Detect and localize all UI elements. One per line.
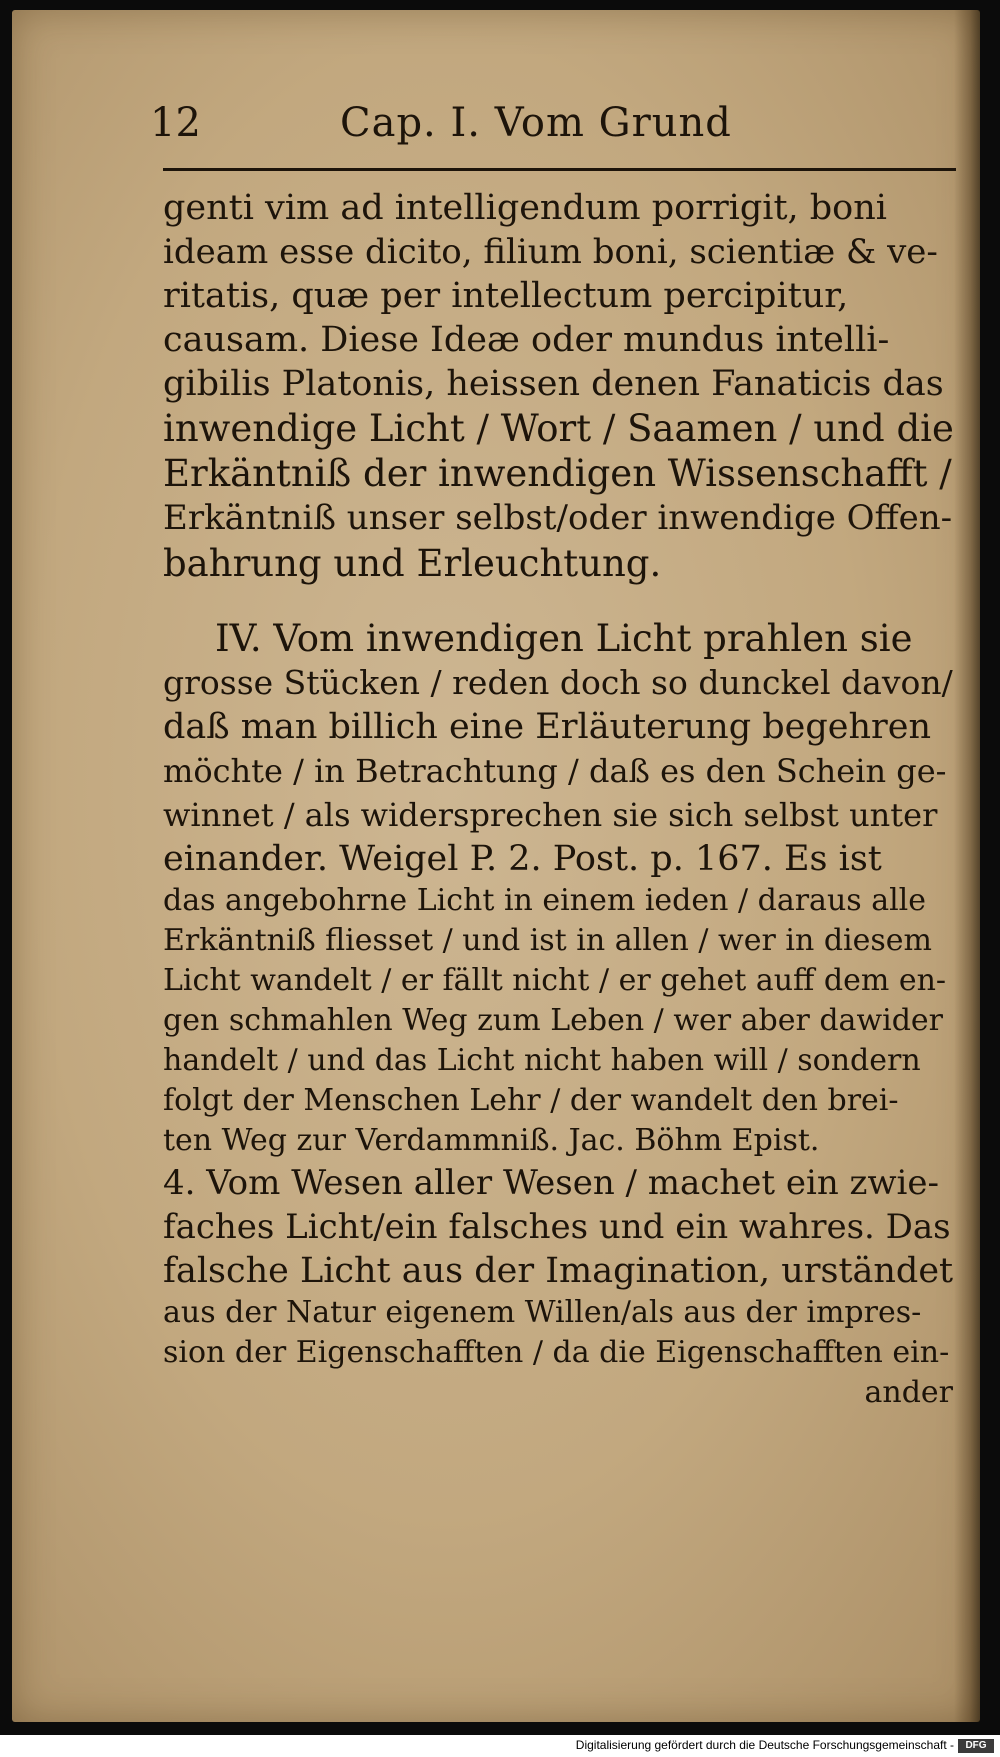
text-line: Erkäntniß unser selbst/oder inwendige Offen- [163,498,953,538]
running-head: Cap. I. Vom Grund [340,100,732,146]
text-line: 4. Vom Wesen aller Wesen / machet ein zwie- [163,1163,940,1203]
page-text [163,186,953,1413]
text-line: gibilis Platonis, heissen denen Fanaticis das [163,364,944,404]
text-line: genti vim ad intelligendum porrigit, boni [163,188,887,228]
text-line: inwendige Licht / Wort / Saamen / und die [163,407,954,450]
text-line: ideam esse dicito, filium boni, scientiæ & ve- [163,232,938,272]
text-line: ritatis, quæ per intellectum percipitur, [163,276,849,316]
text-line: aus der Natur eigenem Willen/als aus der impres- [163,1295,922,1330]
text-line: falsche Licht aus der Imagination, urständet [163,1251,954,1291]
text-line: gen schmahlen Weg zum Leben / wer aber dawider [163,1003,944,1038]
text-line: sion der Eigenschafften / da die Eigenschafften ein- [163,1335,950,1370]
text-line: handelt / und das Licht nicht haben will / sondern [163,1043,921,1078]
text-line: causam. Diese Ideæ oder mundus intelli- [163,320,890,360]
text-line: Erkäntniß fliesset / und ist in allen / wer in diesem [163,923,932,958]
text-line: das angebohrne Licht in einem ieden / daraus alle [163,883,927,918]
paragraph-2 [163,616,953,1413]
page-number: 12 [150,100,201,146]
text-line: Licht wandelt / er fällt nicht / er gehet auff dem en- [163,963,947,998]
header-rule [163,168,956,171]
paragraph-1 [163,186,953,586]
catchword: ander [864,1375,953,1410]
text-line: daß man billich eine Erläuterung begehren [163,707,932,747]
page-header [150,100,960,160]
text-line: folgt der Menschen Lehr / der wandelt den brei- [163,1083,899,1118]
paragraph-gap [163,586,953,616]
dfg-logo-icon: DFG [958,1739,994,1753]
text-line: faches Licht/ein falsches und ein wahres. Das [163,1207,951,1247]
text-line: einander. Weigel P. 2. Post. p. 167. Es ist [163,839,882,879]
text-line: möchte / in Betrachtung / daß es den Schein ge- [163,752,947,790]
text-line: bahrung und Erleuchtung. [163,542,662,585]
funding-credit: Digitalisierung gefördert durch die Deutsche Forschungsgemeinschaft - [575,1738,954,1752]
text-line: grosse Stücken / reden doch so dunckel davon/ [163,663,953,702]
text-line: ten Weg zur Verdammniß. Jac. Böhm Epist. [163,1123,820,1158]
text-line: winnet / als widersprechen sie sich selbst unter [163,796,938,834]
page-spine-shadow [954,10,980,1722]
text-line: IV. Vom inwendigen Licht prahlen sie [215,617,913,660]
text-line: Erkäntniß der inwendigen Wissenschafft / [163,452,952,495]
